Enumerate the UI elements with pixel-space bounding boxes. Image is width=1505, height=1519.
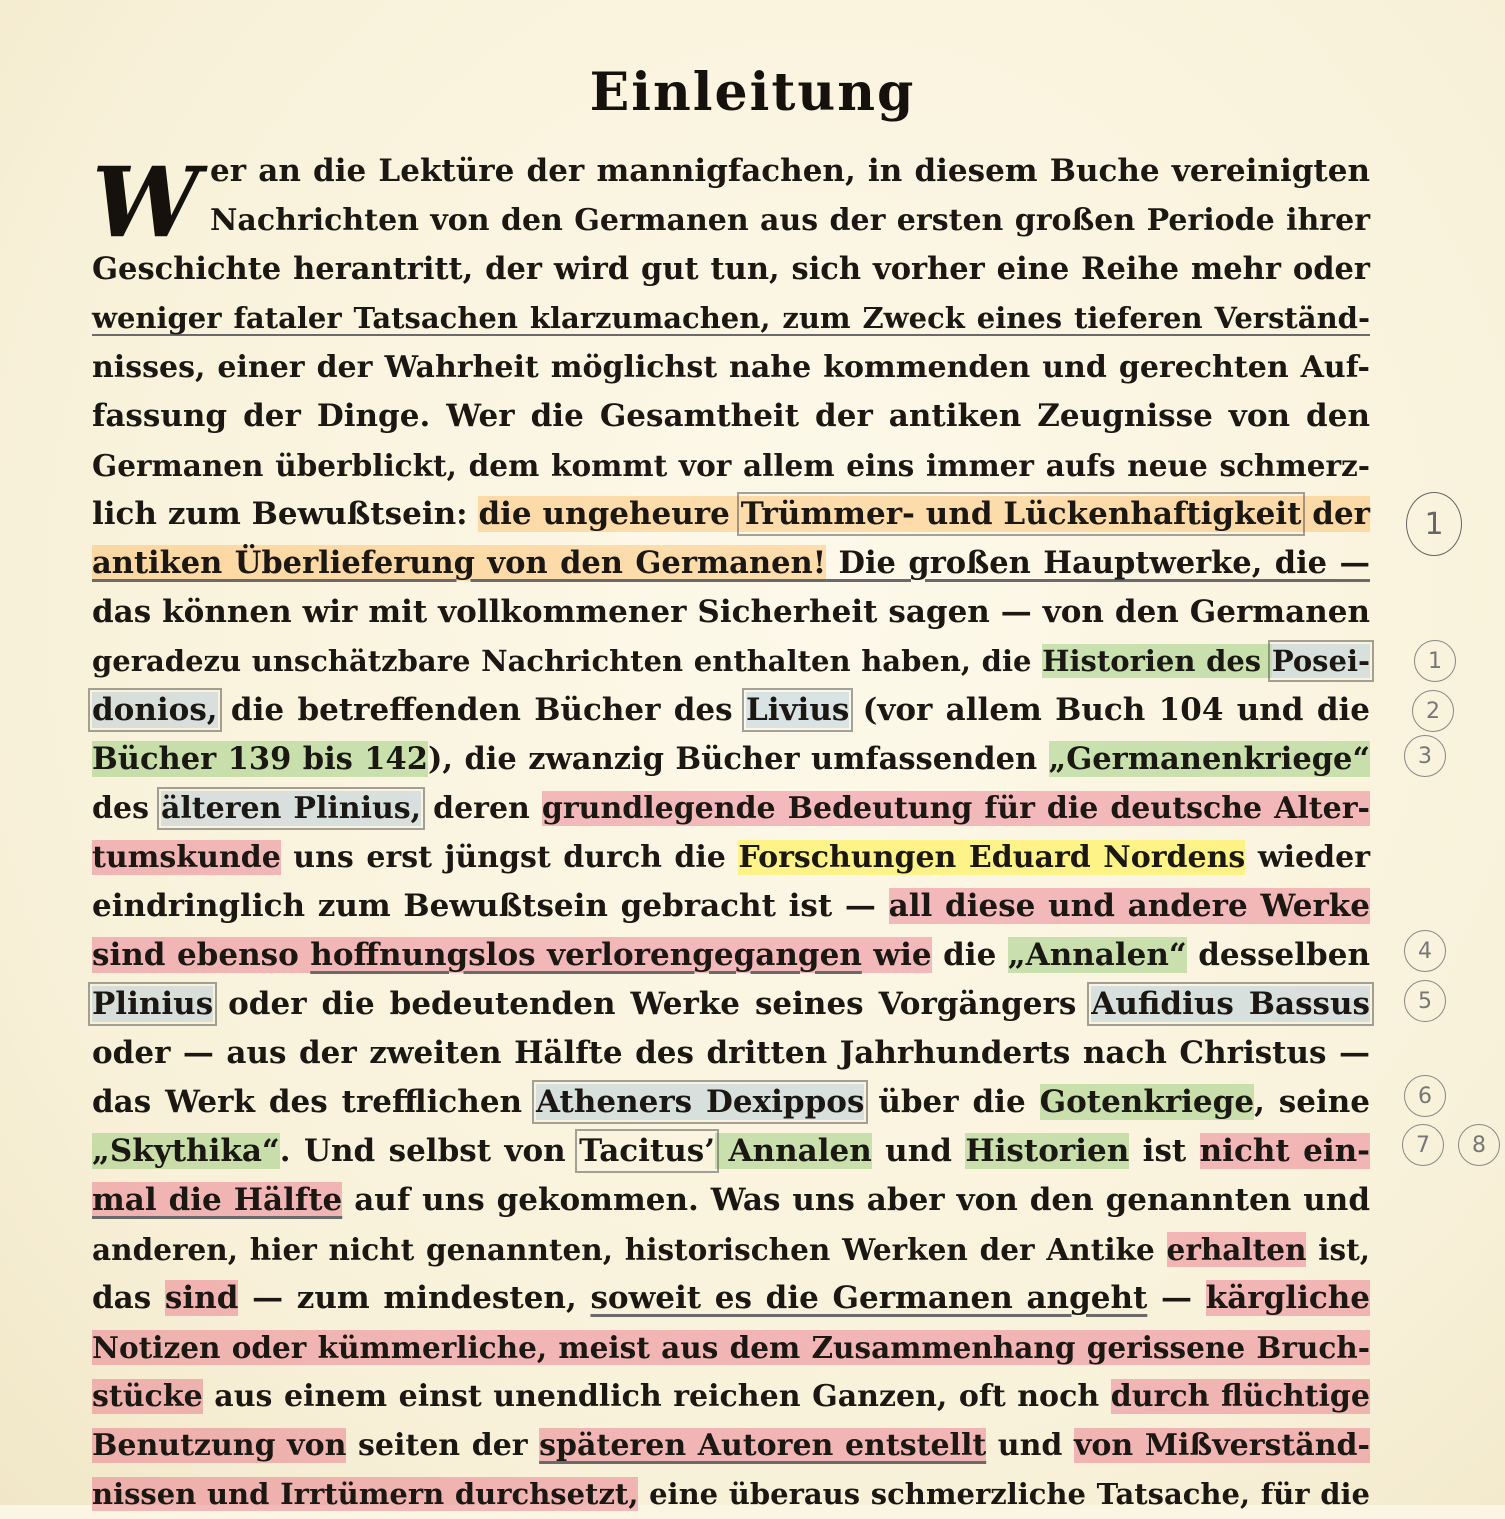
text-line-7: Germanen überblickt, dem kommt vor allem eins immer aufs neue schmerz- — [92, 448, 1370, 483]
text-line-26: stücke aus einem einst unendlich reichen Ganzen, oft noch durch flüchtige — [92, 1379, 1370, 1414]
margin-note-3: 3 — [1404, 735, 1446, 777]
text-line-23: anderen, hier nicht genannten, historischen Werken der Antike erhalten ist, — [92, 1232, 1370, 1267]
text-line-3: Geschichte herantritt, der wird gut tun, sich vorher eine Reihe mehr oder — [92, 251, 1370, 287]
text-line-21: „Skythika“. Und selbst von Tacitus’ Annalen und Historien ist nicht ein- — [92, 1133, 1371, 1169]
text-line-9: antiken Überlieferung von den Germanen! Die großen Hauptwerke, die — — [92, 545, 1370, 581]
text-line-10: das können wir mit vollkommener Sicherheit sagen — von den Germanen — [92, 594, 1370, 630]
margin-note-4: 4 — [1404, 930, 1446, 972]
margin-note-5: 5 — [1404, 980, 1446, 1022]
margin-note-main: 1 — [1406, 492, 1462, 556]
text-line-14: des älteren Plinius, deren grundlegende Bedeutung für die deutsche Alter- — [92, 791, 1370, 826]
text-line-2: Nachrichten von den Germanen aus der ersten großen Periode ihrer — [210, 203, 1370, 238]
text-line-25: Notizen oder kümmerliche, meist aus dem Zusammenhang gerissene Bruch- — [92, 1330, 1370, 1365]
text-line-12: donios, die betreffenden Bücher des Livius (vor allem Buch 104 und die — [92, 692, 1370, 728]
text-line-5: nisses, einer der Wahrheit möglichst nahe kommenden und gerechten Auf- — [92, 350, 1370, 385]
text-line-17: sind ebenso hoffnungslos verlorengegangen wie die „Annalen“ desselben — [92, 937, 1370, 973]
text-line-6: fassung der Dinge. Wer die Gesamtheit der antiken Zeugnisse von den — [92, 398, 1370, 434]
text-line-24: das sind — zum mindesten, soweit es die Germanen angeht — kärgliche — [92, 1280, 1370, 1316]
text-line-4: weniger fataler Tatsachen klarzumachen, zum Zweck eines tieferen Verständ- — [92, 301, 1370, 335]
body-text — [92, 147, 1370, 1519]
margin-note-2: 2 — [1412, 690, 1454, 732]
text-line-11: geradezu unschätzbare Nachrichten enthalten haben, die Historien des Posei- — [92, 644, 1371, 678]
text-line-8: lich zum Bewußtsein: die ungeheure Trümmer- und Lückenhaftigkeit der — [92, 496, 1371, 532]
text-line-15: tumskunde uns erst jüngst durch die Forschungen Eduard Nordens wieder — [92, 840, 1370, 875]
margin-note-7: 7 — [1402, 1124, 1444, 1166]
text-line-16: eindringlich zum Bewußtsein gebracht ist — all diese und andere Werke — [92, 888, 1370, 924]
page-title: Einleitung — [589, 62, 916, 123]
drop-cap: W — [92, 146, 200, 259]
margin-note-6: 6 — [1404, 1075, 1446, 1117]
margin-note-8: 8 — [1458, 1124, 1500, 1166]
text-line-27: Benutzung von seiten der späteren Autoren entstellt und von Mißverständ- — [92, 1428, 1370, 1463]
text-line-20: das Werk des trefflichen Atheners Dexippos über die Gotenkriege, seine — [92, 1084, 1370, 1120]
margin-note-1: 1 — [1414, 640, 1456, 682]
text-line-18: Plinius oder die bedeutenden Werke seines Vorgängers Aufidius Bassus — [92, 986, 1370, 1022]
text-line-28: nissen und Irrtümern durchsetzt, eine überaus schmerzliche Tatsache, für die — [92, 1477, 1370, 1511]
text-line-22: mal die Hälfte auf uns gekommen. Was uns aber von den genannten und — [92, 1182, 1370, 1218]
text-line-13: Bücher 139 bis 142), die zwanzig Bücher umfassenden „Germanenkriege“ — [92, 741, 1370, 777]
text-line-1: er an die Lektüre der mannigfachen, in diesem Buche vereinigten — [210, 153, 1370, 189]
text-line-19: oder — aus der zweiten Hälfte des dritten Jahrhunderts nach Christus — — [92, 1035, 1370, 1071]
